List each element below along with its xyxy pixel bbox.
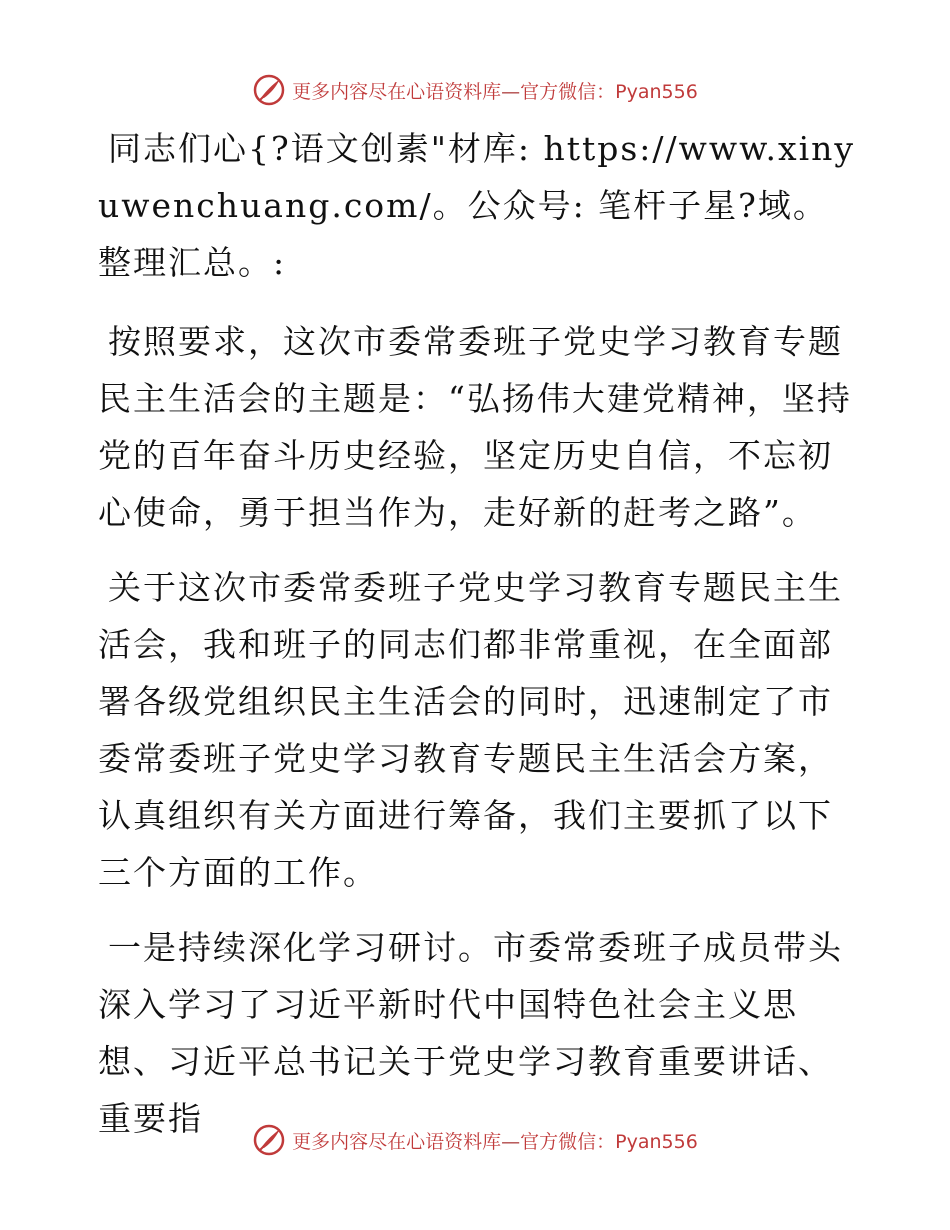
banner-dash: —	[501, 1130, 521, 1153]
banner-suffix: 官方微信：Pyan556	[520, 1130, 698, 1153]
paragraph-study: 一是持续深化学习研讨。市委常委班子成员带头深入学习了习近平新时代中国特色社会主义思想、习近平总书记关于党史学习教育重要讲话、重要指	[98, 928, 843, 1138]
quill-pen-logo-icon	[252, 1123, 286, 1157]
paragraph-theme: 按照要求，这次市委常委班子党史学习教育专题民主生活会的主题是：“弘扬伟大建党精神，坚持党的百年奋斗历史经验，坚定历史自信，不忘初心使命，勇于担当作为，走好新的赶考之路”。	[98, 322, 852, 532]
document-body	[98, 120, 858, 1165]
banner-text	[292, 1127, 698, 1154]
header-banner	[0, 70, 950, 110]
footer-banner	[0, 1120, 950, 1160]
paragraph-preparation: 关于这次市委常委班子党史学习教育专题民主生活会，我和班子的同志们都非常重视，在全面部署各级党组织民主生活会的同时，迅速制定了市委常委班子党史学习教育专题民主生活会方案，认真组织有关方面进行筹备，我们主要抓了以下三个方面的工作。	[98, 568, 843, 892]
banner-dash: —	[501, 80, 521, 103]
banner-suffix: 官方微信：Pyan556	[520, 80, 698, 103]
paragraph-source-note: 同志们心{?语文创素"材库: https://www.xinyuwenchuang.com/。公众号: 笔杆子星?域。整理汇总。:	[98, 129, 856, 282]
quill-pen-logo-icon	[252, 73, 286, 107]
banner-prefix: 更多内容尽在心语资料库	[292, 1130, 502, 1153]
banner-text	[292, 77, 698, 104]
banner-prefix: 更多内容尽在心语资料库	[292, 80, 502, 103]
